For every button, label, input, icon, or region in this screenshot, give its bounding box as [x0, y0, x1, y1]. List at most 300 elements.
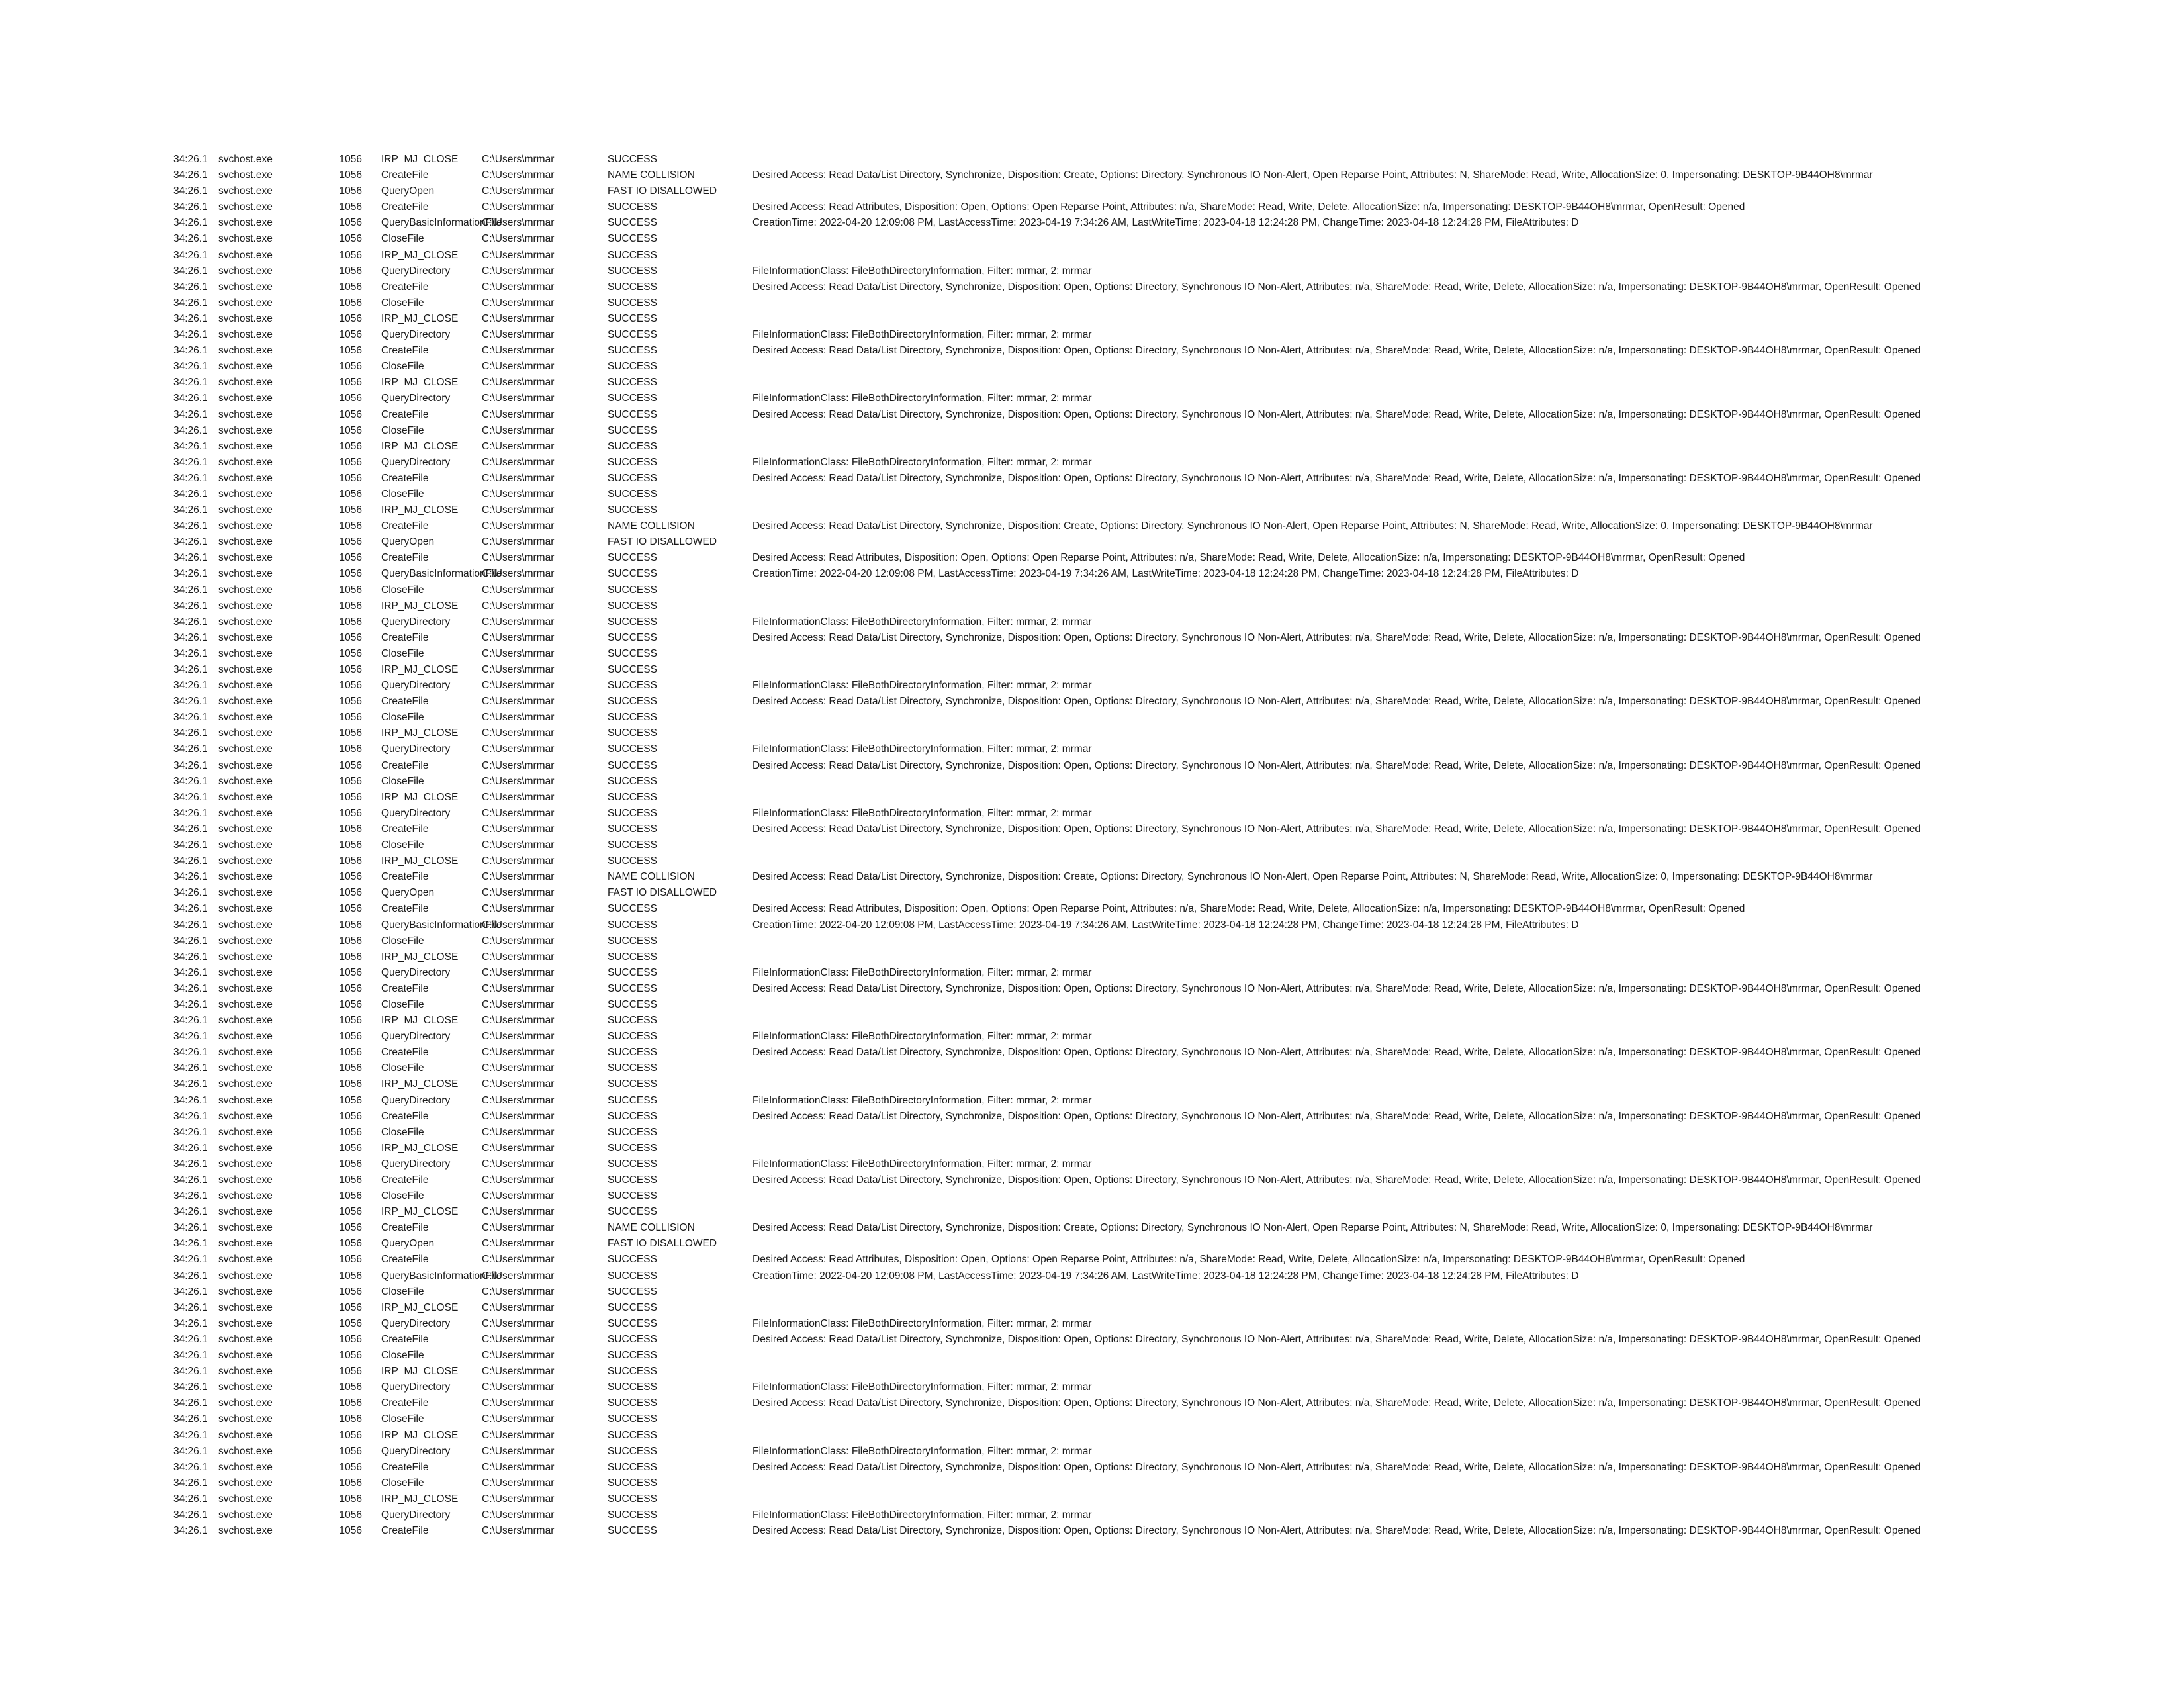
time-cell: 34:26.1 — [173, 1493, 208, 1505]
pid-cell: 1056 — [339, 743, 362, 755]
time-cell: 34:26.1 — [173, 185, 208, 197]
path-cell: C:\Users\mrmar — [482, 935, 555, 947]
time-cell: 34:26.1 — [173, 1254, 208, 1266]
result-cell: SUCCESS — [608, 281, 657, 293]
table-row — [173, 853, 2146, 869]
time-cell: 34:26.1 — [173, 998, 208, 1010]
table-row — [173, 1268, 2146, 1284]
pid-cell: 1056 — [339, 775, 362, 787]
operation-cell: CreateFile — [381, 1333, 429, 1345]
process-name-cell: svchost.exe — [218, 871, 273, 883]
process-name-cell: svchost.exe — [218, 1461, 273, 1473]
process-name-cell: svchost.exe — [218, 1126, 273, 1138]
table-row — [173, 471, 2146, 487]
table-row — [173, 1460, 2146, 1476]
table-row — [173, 1236, 2146, 1252]
detail-cell: Desired Access: Read Data/List Directory, Synchronize, Disposition: Open, Options: Directory, Synchronous IO Non-Alert, Attributes: n/a, ShareMode: Read, Write, Delete, AllocationSize: n/a, Impersonating: DESKTOP-9B44OH8\mrmar, OpenResult: Opened — [752, 1047, 1921, 1058]
operation-cell: CreateFile — [381, 696, 429, 708]
operation-cell: QueryOpen — [381, 185, 435, 197]
time-cell: 34:26.1 — [173, 424, 208, 436]
process-name-cell: svchost.exe — [218, 1350, 273, 1362]
path-cell: C:\Users\mrmar — [482, 312, 555, 324]
result-cell: FAST IO DISALLOWED — [608, 887, 717, 899]
process-name-cell: svchost.exe — [218, 456, 273, 468]
detail-cell: FileInformationClass: FileBothDirectoryInformation, Filter: mrmar, 2: mrmar — [752, 1158, 1092, 1170]
process-name-cell: svchost.exe — [218, 1190, 273, 1202]
pid-cell: 1056 — [339, 408, 362, 420]
result-cell: SUCCESS — [608, 1015, 657, 1027]
pid-cell: 1056 — [339, 871, 362, 883]
pid-cell: 1056 — [339, 1477, 362, 1489]
time-cell: 34:26.1 — [173, 743, 208, 755]
result-cell: SUCCESS — [608, 759, 657, 771]
table-row — [173, 1109, 2146, 1125]
table-row — [173, 662, 2146, 678]
detail-cell: FileInformationClass: FileBothDirectoryInformation, Filter: mrmar, 2: mrmar — [752, 265, 1092, 277]
time-cell: 34:26.1 — [173, 552, 208, 564]
time-cell: 34:26.1 — [173, 1317, 208, 1329]
pid-cell: 1056 — [339, 855, 362, 867]
process-name-cell: svchost.exe — [218, 1031, 273, 1043]
table-row — [173, 741, 2146, 757]
operation-cell: QueryDirectory — [381, 265, 451, 277]
time-cell: 34:26.1 — [173, 217, 208, 229]
table-row — [173, 359, 2146, 375]
path-cell: C:\Users\mrmar — [482, 552, 555, 564]
detail-cell: Desired Access: Read Data/List Directory, Synchronize, Disposition: Open, Options: Directory, Synchronous IO Non-Alert, Attributes: n/a, ShareMode: Read, Write, Delete, AllocationSize: n/a, Impersonating: DESKTOP-9B44OH8\mrmar, OpenResult: Opened — [752, 472, 1921, 484]
result-cell: SUCCESS — [608, 1445, 657, 1457]
time-cell: 34:26.1 — [173, 680, 208, 692]
path-cell: C:\Users\mrmar — [482, 185, 555, 197]
table-row — [173, 183, 2146, 199]
table-row — [173, 598, 2146, 614]
process-name-cell: svchost.exe — [218, 1062, 273, 1074]
pid-cell: 1056 — [339, 584, 362, 596]
result-cell: SUCCESS — [608, 1286, 657, 1297]
pid-cell: 1056 — [339, 1094, 362, 1106]
result-cell: SUCCESS — [608, 696, 657, 708]
table-row — [173, 199, 2146, 215]
detail-cell: Desired Access: Read Attributes, Disposition: Open, Options: Open Reparse Point, Attributes: n/a, ShareMode: Read, Write, Delete, AllocationSize: n/a, Impersonating: DESKTOP-9B44OH8\mrmar, OpenResult: Opened — [752, 1254, 1745, 1266]
result-cell: SUCCESS — [608, 1301, 657, 1313]
path-cell: C:\Users\mrmar — [482, 1142, 555, 1154]
pid-cell: 1056 — [339, 329, 362, 341]
time-cell: 34:26.1 — [173, 1429, 208, 1441]
time-cell: 34:26.1 — [173, 712, 208, 724]
path-cell: C:\Users\mrmar — [482, 584, 555, 596]
result-cell: SUCCESS — [608, 616, 657, 628]
pid-cell: 1056 — [339, 312, 362, 324]
result-cell: SUCCESS — [608, 1413, 657, 1425]
time-cell: 34:26.1 — [173, 472, 208, 484]
result-cell: SUCCESS — [608, 982, 657, 994]
path-cell: C:\Users\mrmar — [482, 536, 555, 548]
process-name-cell: svchost.exe — [218, 536, 273, 548]
table-row — [173, 1252, 2146, 1268]
pid-cell: 1056 — [339, 456, 362, 468]
operation-cell: CloseFile — [381, 1350, 424, 1362]
process-name-cell: svchost.exe — [218, 488, 273, 500]
table-row — [173, 534, 2146, 550]
pid-cell: 1056 — [339, 1382, 362, 1393]
detail-cell: Desired Access: Read Data/List Directory, Synchronize, Disposition: Open, Options: Directory, Synchronous IO Non-Alert, Attributes: n/a, ShareMode: Read, Write, Delete, AllocationSize: n/a, Impersonating: DESKTOP-9B44OH8\mrmar, OpenResult: Opened — [752, 759, 1921, 771]
process-name-cell: svchost.exe — [218, 201, 273, 213]
time-cell: 34:26.1 — [173, 408, 208, 420]
pid-cell: 1056 — [339, 1174, 362, 1186]
result-cell: SUCCESS — [608, 1031, 657, 1043]
table-row — [173, 869, 2146, 885]
pid-cell: 1056 — [339, 552, 362, 564]
result-cell: SUCCESS — [608, 1206, 657, 1218]
table-row — [173, 1507, 2146, 1523]
detail-cell: Desired Access: Read Data/List Directory, Synchronize, Disposition: Open, Options: Directory, Synchronous IO Non-Alert, Attributes: n/a, ShareMode: Read, Write, Delete, AllocationSize: n/a, Impersonating: DESKTOP-9B44OH8\mrmar, OpenResult: Opened — [752, 982, 1921, 994]
time-cell: 34:26.1 — [173, 1206, 208, 1218]
path-cell: C:\Users\mrmar — [482, 1047, 555, 1058]
table-row — [173, 678, 2146, 694]
result-cell: SUCCESS — [608, 743, 657, 755]
detail-cell: Desired Access: Read Data/List Directory, Synchronize, Disposition: Open, Options: Directory, Synchronous IO Non-Alert, Attributes: n/a, ShareMode: Read, Write, Delete, AllocationSize: n/a, Impersonating: DESKTOP-9B44OH8\mrmar, OpenResult: Opened — [752, 345, 1921, 357]
operation-cell: IRP_MJ_CLOSE — [381, 1015, 459, 1027]
time-cell: 34:26.1 — [173, 329, 208, 341]
path-cell: C:\Users\mrmar — [482, 712, 555, 724]
path-cell: C:\Users\mrmar — [482, 616, 555, 628]
detail-cell: FileInformationClass: FileBothDirectoryInformation, Filter: mrmar, 2: mrmar — [752, 966, 1092, 978]
process-name-cell: svchost.exe — [218, 1047, 273, 1058]
operation-cell: QueryDirectory — [381, 807, 451, 819]
process-name-cell: svchost.exe — [218, 249, 273, 261]
process-name-cell: svchost.exe — [218, 935, 273, 947]
table-row — [173, 311, 2146, 327]
pid-cell: 1056 — [339, 1509, 362, 1521]
operation-cell: CreateFile — [381, 871, 429, 883]
path-cell: C:\Users\mrmar — [482, 903, 555, 915]
table-row — [173, 821, 2146, 837]
time-cell: 34:26.1 — [173, 775, 208, 787]
detail-cell: Desired Access: Read Attributes, Disposition: Open, Options: Open Reparse Point, Attributes: n/a, ShareMode: Read, Write, Delete, AllocationSize: n/a, Impersonating: DESKTOP-9B44OH8\mrmar, OpenResult: Opened — [752, 552, 1745, 564]
pid-cell: 1056 — [339, 472, 362, 484]
time-cell: 34:26.1 — [173, 233, 208, 245]
process-name-cell: svchost.exe — [218, 647, 273, 659]
operation-cell: QueryOpen — [381, 536, 435, 548]
table-row — [173, 1156, 2146, 1172]
operation-cell: IRP_MJ_CLOSE — [381, 154, 459, 165]
result-cell: SUCCESS — [608, 727, 657, 739]
process-name-cell: svchost.exe — [218, 440, 273, 452]
time-cell: 34:26.1 — [173, 696, 208, 708]
result-cell: SUCCESS — [608, 1429, 657, 1441]
operation-cell: CreateFile — [381, 632, 429, 643]
pid-cell: 1056 — [339, 696, 362, 708]
operation-cell: QueryBasicInformationFile — [381, 568, 502, 580]
process-name-cell: svchost.exe — [218, 1174, 273, 1186]
pid-cell: 1056 — [339, 1301, 362, 1313]
path-cell: C:\Users\mrmar — [482, 1110, 555, 1122]
result-cell: SUCCESS — [608, 329, 657, 341]
path-cell: C:\Users\mrmar — [482, 1015, 555, 1027]
table-row — [173, 1395, 2146, 1411]
table-row — [173, 407, 2146, 423]
result-cell: SUCCESS — [608, 1461, 657, 1473]
table-row — [173, 981, 2146, 997]
operation-cell: CloseFile — [381, 424, 424, 436]
path-cell: C:\Users\mrmar — [482, 456, 555, 468]
pid-cell: 1056 — [339, 616, 362, 628]
process-name-cell: svchost.exe — [218, 265, 273, 277]
time-cell: 34:26.1 — [173, 1047, 208, 1058]
pid-cell: 1056 — [339, 154, 362, 165]
pid-cell: 1056 — [339, 1015, 362, 1027]
detail-cell: Desired Access: Read Data/List Directory, Synchronize, Disposition: Open, Options: Directory, Synchronous IO Non-Alert, Attributes: n/a, ShareMode: Read, Write, Delete, AllocationSize: n/a, Impersonating: DESKTOP-9B44OH8\mrmar, OpenResult: Opened — [752, 632, 1921, 643]
operation-cell: QueryDirectory — [381, 1158, 451, 1170]
time-cell: 34:26.1 — [173, 1015, 208, 1027]
process-name-cell: svchost.exe — [218, 600, 273, 612]
time-cell: 34:26.1 — [173, 1382, 208, 1393]
operation-cell: IRP_MJ_CLOSE — [381, 1429, 459, 1441]
operation-cell: CreateFile — [381, 552, 429, 564]
table-row — [173, 1204, 2146, 1220]
process-name-cell: svchost.exe — [218, 1382, 273, 1393]
pid-cell: 1056 — [339, 998, 362, 1010]
operation-cell: QueryDirectory — [381, 616, 451, 628]
result-cell: SUCCESS — [608, 600, 657, 612]
time-cell: 34:26.1 — [173, 919, 208, 931]
result-cell: SUCCESS — [608, 456, 657, 468]
process-name-cell: svchost.exe — [218, 982, 273, 994]
pid-cell: 1056 — [339, 1238, 362, 1250]
process-name-cell: svchost.exe — [218, 919, 273, 931]
time-cell: 34:26.1 — [173, 536, 208, 548]
pid-cell: 1056 — [339, 807, 362, 819]
path-cell: C:\Users\mrmar — [482, 855, 555, 867]
time-cell: 34:26.1 — [173, 1270, 208, 1282]
time-cell: 34:26.1 — [173, 377, 208, 389]
operation-cell: CreateFile — [381, 982, 429, 994]
result-cell: SUCCESS — [608, 919, 657, 931]
result-cell: SUCCESS — [608, 1062, 657, 1074]
process-name-cell: svchost.exe — [218, 727, 273, 739]
process-name-cell: svchost.exe — [218, 281, 273, 293]
time-cell: 34:26.1 — [173, 312, 208, 324]
pid-cell: 1056 — [339, 1397, 362, 1409]
result-cell: SUCCESS — [608, 966, 657, 978]
pid-cell: 1056 — [339, 281, 362, 293]
time-cell: 34:26.1 — [173, 1142, 208, 1154]
path-cell: C:\Users\mrmar — [482, 1206, 555, 1218]
table-row — [173, 375, 2146, 391]
path-cell: C:\Users\mrmar — [482, 1126, 555, 1138]
path-cell: C:\Users\mrmar — [482, 982, 555, 994]
process-name-cell: svchost.exe — [218, 345, 273, 357]
pid-cell: 1056 — [339, 249, 362, 261]
operation-cell: CreateFile — [381, 169, 429, 181]
result-cell: SUCCESS — [608, 1317, 657, 1329]
path-cell: C:\Users\mrmar — [482, 154, 555, 165]
table-row — [173, 1045, 2146, 1060]
result-cell: SUCCESS — [608, 1397, 657, 1409]
pid-cell: 1056 — [339, 919, 362, 931]
table-row — [173, 726, 2146, 741]
path-cell: C:\Users\mrmar — [482, 1222, 555, 1234]
pid-cell: 1056 — [339, 440, 362, 452]
time-cell: 34:26.1 — [173, 393, 208, 404]
path-cell: C:\Users\mrmar — [482, 1333, 555, 1345]
operation-cell: IRP_MJ_CLOSE — [381, 727, 459, 739]
result-cell: NAME COLLISION — [608, 1222, 695, 1234]
detail-cell: Desired Access: Read Data/List Directory, Synchronize, Disposition: Open, Options: Directory, Synchronous IO Non-Alert, Attributes: n/a, ShareMode: Read, Write, Delete, AllocationSize: n/a, Impersonating: DESKTOP-9B44OH8\mrmar, OpenResult: Opened — [752, 1397, 1921, 1409]
process-name-cell: svchost.exe — [218, 1397, 273, 1409]
pid-cell: 1056 — [339, 1350, 362, 1362]
operation-cell: QueryDirectory — [381, 1509, 451, 1521]
detail-cell: Desired Access: Read Data/List Directory, Synchronize, Disposition: Create, Options: Directory, Synchronous IO Non-Alert, Open Reparse Point, Attributes: N, ShareMode: Read, Write, AllocationSize: 0, Impersonating: DESKTOP-9B44OH8\mrmar — [752, 871, 1873, 883]
table-row — [173, 1220, 2146, 1236]
process-name-cell: svchost.exe — [218, 1333, 273, 1345]
path-cell: C:\Users\mrmar — [482, 998, 555, 1010]
process-name-cell: svchost.exe — [218, 424, 273, 436]
operation-cell: QueryDirectory — [381, 1094, 451, 1106]
process-name-cell: svchost.exe — [218, 887, 273, 899]
pid-cell: 1056 — [339, 1270, 362, 1282]
pid-cell: 1056 — [339, 712, 362, 724]
operation-cell: IRP_MJ_CLOSE — [381, 1142, 459, 1154]
operation-cell: IRP_MJ_CLOSE — [381, 312, 459, 324]
operation-cell: CreateFile — [381, 1397, 429, 1409]
result-cell: SUCCESS — [608, 807, 657, 819]
pid-cell: 1056 — [339, 727, 362, 739]
result-cell: SUCCESS — [608, 1366, 657, 1378]
operation-cell: CloseFile — [381, 297, 424, 308]
path-cell: C:\Users\mrmar — [482, 424, 555, 436]
operation-cell: CreateFile — [381, 823, 429, 835]
process-name-cell: svchost.exe — [218, 823, 273, 835]
path-cell: C:\Users\mrmar — [482, 807, 555, 819]
operation-cell: CreateFile — [381, 1174, 429, 1186]
operation-cell: IRP_MJ_CLOSE — [381, 504, 459, 516]
path-cell: C:\Users\mrmar — [482, 919, 555, 931]
operation-cell: CloseFile — [381, 1126, 424, 1138]
path-cell: C:\Users\mrmar — [482, 1477, 555, 1489]
process-name-cell: svchost.exe — [218, 217, 273, 229]
result-cell: SUCCESS — [608, 377, 657, 389]
result-cell: SUCCESS — [608, 584, 657, 596]
result-cell: SUCCESS — [608, 488, 657, 500]
table-row — [173, 806, 2146, 821]
time-cell: 34:26.1 — [173, 169, 208, 181]
result-cell: SUCCESS — [608, 680, 657, 692]
operation-cell: IRP_MJ_CLOSE — [381, 249, 459, 261]
process-name-cell: svchost.exe — [218, 297, 273, 308]
process-name-cell: svchost.exe — [218, 1429, 273, 1441]
path-cell: C:\Users\mrmar — [482, 647, 555, 659]
table-row — [173, 646, 2146, 662]
path-cell: C:\Users\mrmar — [482, 1254, 555, 1266]
path-cell: C:\Users\mrmar — [482, 632, 555, 643]
table-row — [173, 949, 2146, 965]
path-cell: C:\Users\mrmar — [482, 169, 555, 181]
result-cell: SUCCESS — [608, 1190, 657, 1202]
table-row — [173, 566, 2146, 582]
pid-cell: 1056 — [339, 169, 362, 181]
operation-cell: CloseFile — [381, 361, 424, 373]
time-cell: 34:26.1 — [173, 1301, 208, 1313]
pid-cell: 1056 — [339, 1031, 362, 1043]
detail-cell: Desired Access: Read Data/List Directory, Synchronize, Disposition: Open, Options: Directory, Synchronous IO Non-Alert, Attributes: n/a, ShareMode: Read, Write, Delete, AllocationSize: n/a, Impersonating: DESKTOP-9B44OH8\mrmar, OpenResult: Opened — [752, 1110, 1921, 1122]
path-cell: C:\Users\mrmar — [482, 297, 555, 308]
pid-cell: 1056 — [339, 217, 362, 229]
process-name-cell: svchost.exe — [218, 1142, 273, 1154]
path-cell: C:\Users\mrmar — [482, 1445, 555, 1457]
operation-cell: QueryDirectory — [381, 966, 451, 978]
path-cell: C:\Users\mrmar — [482, 1270, 555, 1282]
detail-cell: CreationTime: 2022-04-20 12:09:08 PM, LastAccessTime: 2023-04-19 7:34:26 AM, LastWriteTime: 2023-04-18 12:24:28 PM, ChangeTime: 2023-04-18 12:24:28 PM, FileAttributes: D — [752, 568, 1579, 580]
time-cell: 34:26.1 — [173, 1445, 208, 1457]
operation-cell: CloseFile — [381, 998, 424, 1010]
result-cell: SUCCESS — [608, 504, 657, 516]
process-name-cell: svchost.exe — [218, 680, 273, 692]
table-row — [173, 790, 2146, 806]
detail-cell: FileInformationClass: FileBothDirectoryInformation, Filter: mrmar, 2: mrmar — [752, 743, 1092, 755]
path-cell: C:\Users\mrmar — [482, 727, 555, 739]
pid-cell: 1056 — [339, 1286, 362, 1297]
time-cell: 34:26.1 — [173, 440, 208, 452]
pid-cell: 1056 — [339, 951, 362, 962]
detail-cell: FileInformationClass: FileBothDirectoryInformation, Filter: mrmar, 2: mrmar — [752, 1317, 1092, 1329]
path-cell: C:\Users\mrmar — [482, 377, 555, 389]
path-cell: C:\Users\mrmar — [482, 966, 555, 978]
table-row — [173, 1013, 2146, 1029]
operation-cell: CreateFile — [381, 1461, 429, 1473]
process-name-cell: svchost.exe — [218, 759, 273, 771]
operation-cell: QueryDirectory — [381, 1445, 451, 1457]
detail-cell: CreationTime: 2022-04-20 12:09:08 PM, LastAccessTime: 2023-04-19 7:34:26 AM, LastWriteTime: 2023-04-18 12:24:28 PM, ChangeTime: 2023-04-18 12:24:28 PM, FileAttributes: D — [752, 919, 1579, 931]
path-cell: C:\Users\mrmar — [482, 1031, 555, 1043]
pid-cell: 1056 — [339, 424, 362, 436]
time-cell: 34:26.1 — [173, 903, 208, 915]
time-cell: 34:26.1 — [173, 664, 208, 675]
process-name-cell: svchost.exe — [218, 1286, 273, 1297]
path-cell: C:\Users\mrmar — [482, 217, 555, 229]
result-cell: SUCCESS — [608, 393, 657, 404]
pid-cell: 1056 — [339, 488, 362, 500]
time-cell: 34:26.1 — [173, 265, 208, 277]
detail-cell: FileInformationClass: FileBothDirectoryInformation, Filter: mrmar, 2: mrmar — [752, 456, 1092, 468]
time-cell: 34:26.1 — [173, 1413, 208, 1425]
detail-cell: FileInformationClass: FileBothDirectoryInformation, Filter: mrmar, 2: mrmar — [752, 680, 1092, 692]
detail-cell: FileInformationClass: FileBothDirectoryInformation, Filter: mrmar, 2: mrmar — [752, 1509, 1092, 1521]
result-cell: SUCCESS — [608, 249, 657, 261]
time-cell: 34:26.1 — [173, 791, 208, 803]
process-name-cell: svchost.exe — [218, 1477, 273, 1489]
path-cell: C:\Users\mrmar — [482, 1413, 555, 1425]
table-row — [173, 933, 2146, 949]
process-name-cell: svchost.exe — [218, 1270, 273, 1282]
result-cell: SUCCESS — [608, 855, 657, 867]
detail-cell: Desired Access: Read Attributes, Disposition: Open, Options: Open Reparse Point, Attributes: n/a, ShareMode: Read, Write, Delete, AllocationSize: n/a, Impersonating: DESKTOP-9B44OH8\mrmar, OpenResult: Opened — [752, 201, 1745, 213]
result-cell: SUCCESS — [608, 440, 657, 452]
time-cell: 34:26.1 — [173, 281, 208, 293]
operation-cell: CloseFile — [381, 233, 424, 245]
process-name-cell: svchost.exe — [218, 855, 273, 867]
pid-cell: 1056 — [339, 393, 362, 404]
path-cell: C:\Users\mrmar — [482, 823, 555, 835]
process-name-cell: svchost.exe — [218, 807, 273, 819]
time-cell: 34:26.1 — [173, 616, 208, 628]
operation-cell: CloseFile — [381, 1062, 424, 1074]
path-cell: C:\Users\mrmar — [482, 1350, 555, 1362]
pid-cell: 1056 — [339, 520, 362, 532]
detail-cell: FileInformationClass: FileBothDirectoryInformation, Filter: mrmar, 2: mrmar — [752, 1094, 1092, 1106]
time-cell: 34:26.1 — [173, 1190, 208, 1202]
process-name-cell: svchost.exe — [218, 169, 273, 181]
